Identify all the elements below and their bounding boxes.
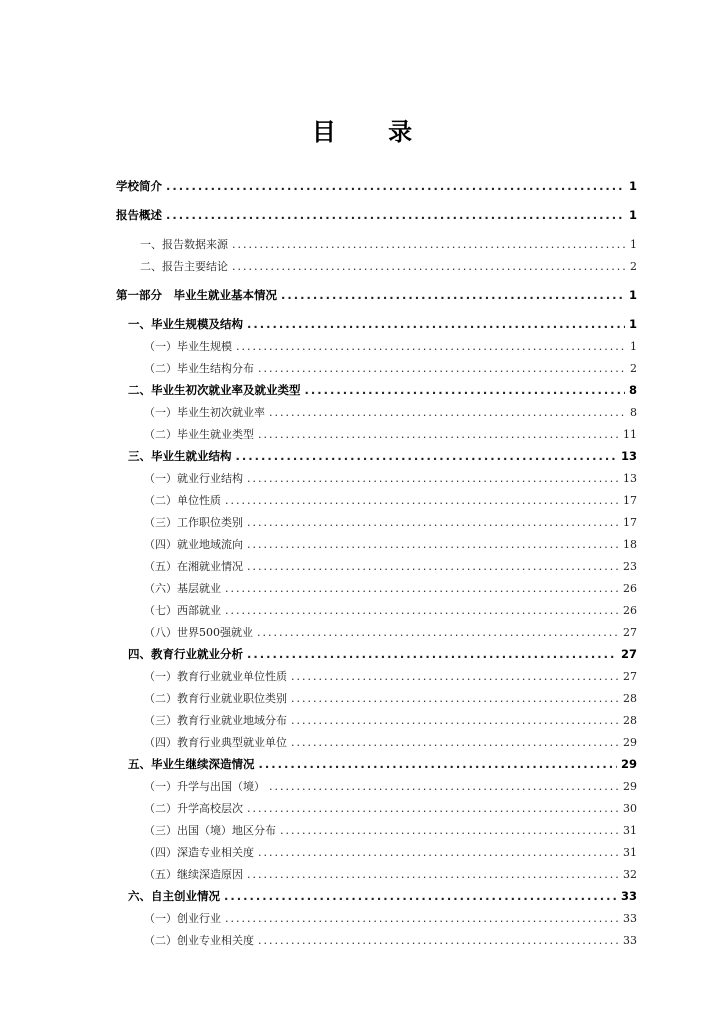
toc-entry[interactable] [128, 756, 637, 772]
toc-dot-leader [291, 714, 619, 727]
toc-entry-label: （二）毕业生结构分布 [144, 362, 254, 375]
toc-page-number: 33 [623, 934, 637, 947]
toc-entry[interactable] [144, 404, 637, 420]
toc-page-number: 31 [623, 824, 637, 837]
toc-page-number: 1 [630, 340, 637, 353]
toc-page-number: 1 [628, 288, 637, 302]
toc-entry-label: 四、教育行业就业分析 [128, 647, 243, 661]
toc-page-number: 33 [623, 912, 637, 925]
toc-page-number: 30 [623, 802, 637, 815]
toc-entry-label: （四）教育行业典型就业单位 [144, 736, 287, 749]
toc-entry[interactable] [144, 668, 637, 684]
toc-entry[interactable] [144, 558, 637, 574]
toc-dot-leader [232, 238, 626, 251]
toc-entry-label: （一）升学与出国（境） [144, 780, 265, 793]
toc-dot-leader [258, 362, 626, 375]
toc-dot-leader [247, 868, 619, 881]
toc-entry-label: （一）毕业生规模 [144, 340, 232, 353]
toc-dot-leader [247, 317, 625, 331]
toc-dot-leader [305, 383, 625, 397]
toc-entry-label: （三）出国（境）地区分布 [144, 824, 276, 837]
toc-entry[interactable] [140, 236, 637, 252]
toc-dot-leader [291, 670, 619, 683]
toc-entry-label: 二、报告主要结论 [140, 260, 228, 273]
toc-dot-leader [247, 538, 619, 551]
toc-page-number: 31 [623, 846, 637, 859]
toc-entry[interactable] [144, 734, 637, 750]
toc-entry[interactable] [116, 287, 637, 303]
toc-page-number: 1 [628, 179, 637, 193]
toc-dot-leader [280, 824, 619, 837]
toc-dot-leader [247, 647, 617, 661]
toc-page-number: 1 [628, 208, 637, 222]
toc-page-number: 26 [623, 604, 637, 617]
toc-dot-leader [236, 340, 626, 353]
toc-dot-leader [225, 582, 619, 595]
toc-page-number: 1 [628, 317, 637, 331]
toc-entry-label: 二、毕业生初次就业率及就业类型 [128, 383, 301, 397]
toc-entry[interactable] [140, 258, 637, 274]
toc-dot-leader [166, 179, 625, 193]
toc-entry[interactable] [144, 932, 637, 948]
toc-page-number: 11 [623, 428, 637, 441]
toc-entry-label: 三、毕业生就业结构 [128, 449, 232, 463]
toc-entry[interactable] [116, 178, 637, 194]
toc-page-number: 13 [623, 472, 637, 485]
toc-entry[interactable] [144, 426, 637, 442]
toc-entry-label: （四）深造专业相关度 [144, 846, 254, 859]
toc-entry-label: （一）就业行业结构 [144, 472, 243, 485]
toc-page-number: 29 [623, 736, 637, 749]
toc-page-number: 23 [623, 560, 637, 573]
toc-page-number: 27 [620, 647, 637, 661]
toc-dot-leader [258, 934, 619, 947]
toc-page-number: 29 [623, 780, 637, 793]
toc-page-number: 33 [620, 889, 637, 903]
toc-dot-leader [247, 516, 619, 529]
toc-dot-leader [166, 208, 625, 222]
toc-entry-label: （八）世界500强就业 [144, 626, 253, 639]
toc-dot-leader [224, 889, 617, 903]
toc-dot-leader [258, 846, 619, 859]
toc-dot-leader [269, 780, 619, 793]
toc-page-number: 32 [623, 868, 637, 881]
toc-entry-label: （一）教育行业就业单位性质 [144, 670, 287, 683]
toc-dot-leader [291, 736, 619, 749]
toc-entry[interactable] [144, 866, 637, 882]
toc-entry-label: 一、毕业生规模及结构 [128, 317, 243, 331]
toc-entry-label: （二）毕业生就业类型 [144, 428, 254, 441]
toc-dot-leader [247, 472, 619, 485]
toc-dot-leader [232, 260, 626, 273]
toc-entry-label: （二）教育行业就业职位类别 [144, 692, 287, 705]
toc-page-number: 27 [623, 626, 637, 639]
toc-page-number: 8 [630, 406, 637, 419]
toc-dot-leader [257, 626, 619, 639]
toc-entry[interactable] [128, 448, 637, 464]
toc-entry[interactable] [144, 712, 637, 728]
toc-entry-label: 一、报告数据来源 [140, 238, 228, 251]
toc-entry-label: （四）就业地域流向 [144, 538, 243, 551]
toc-entry-label: （五）继续深造原因 [144, 868, 243, 881]
toc-entry[interactable] [144, 910, 637, 926]
toc-page-number: 29 [620, 757, 637, 771]
toc-page-number: 1 [630, 238, 637, 251]
toc-entry-label: （一）毕业生初次就业率 [144, 406, 265, 419]
toc-dot-leader [236, 449, 617, 463]
toc-entry-label: （五）在湘就业情况 [144, 560, 243, 573]
toc-entry[interactable] [144, 602, 637, 618]
toc-page-number: 8 [628, 383, 637, 397]
toc-page-number: 13 [620, 449, 637, 463]
toc-entry-label: （六）基层就业 [144, 582, 221, 595]
toc-entry-label: （一）创业行业 [144, 912, 221, 925]
toc-entry-label: （三）工作职位类别 [144, 516, 243, 529]
toc-entry-label: （二）升学高校层次 [144, 802, 243, 815]
toc-entry[interactable] [144, 360, 637, 376]
toc-entry-label: （三）教育行业就业地域分布 [144, 714, 287, 727]
toc-entry[interactable] [144, 338, 637, 354]
toc-entry[interactable] [128, 382, 637, 398]
toc-entry[interactable] [144, 580, 637, 596]
toc-dot-leader [247, 560, 619, 573]
toc-page-number: 2 [630, 260, 637, 273]
toc-page-number: 27 [623, 670, 637, 683]
toc-page-number: 2 [630, 362, 637, 375]
toc-entry[interactable] [128, 646, 637, 662]
toc-entry[interactable] [116, 207, 637, 223]
toc-dot-leader [291, 692, 619, 705]
toc-entry[interactable] [128, 888, 637, 904]
toc-entry[interactable] [128, 316, 637, 332]
toc-page-number: 28 [623, 714, 637, 727]
toc-entry-label: 学校简介 [116, 179, 162, 193]
toc-entry-label: （二）创业专业相关度 [144, 934, 254, 947]
toc-entry-label: 第一部分 毕业生就业基本情况 [116, 288, 277, 302]
toc-entry-label: （七）西部就业 [144, 604, 221, 617]
toc-entry[interactable] [144, 690, 637, 706]
toc-dot-leader [258, 428, 619, 441]
toc-entry[interactable] [144, 536, 637, 552]
toc-entry[interactable] [144, 470, 637, 486]
toc-page-number: 17 [623, 494, 637, 507]
toc-entry[interactable] [144, 492, 637, 508]
toc-entry[interactable] [144, 778, 637, 794]
toc-dot-leader [225, 494, 619, 507]
toc-dot-leader [281, 288, 625, 302]
toc-page-number: 17 [623, 516, 637, 529]
toc-dot-leader [269, 406, 626, 419]
toc-entry[interactable] [144, 800, 637, 816]
toc-dot-leader [247, 802, 619, 815]
toc-entry[interactable] [144, 514, 637, 530]
toc-entry[interactable] [144, 624, 637, 640]
toc-dot-leader [259, 757, 617, 771]
page-title: 目 录 [311, 117, 435, 146]
toc-dot-leader [225, 912, 619, 925]
toc-entry-label: 五、毕业生继续深造情况 [128, 757, 255, 771]
toc-entry[interactable] [144, 844, 637, 860]
toc-entry-label: 六、自主创业情况 [128, 889, 220, 903]
toc-page-number: 28 [623, 692, 637, 705]
toc-page-number: 26 [623, 582, 637, 595]
toc-dot-leader [225, 604, 619, 617]
toc-page-number: 18 [623, 538, 637, 551]
toc-entry-label: 报告概述 [116, 208, 162, 222]
toc-entry[interactable] [144, 822, 637, 838]
toc-entry-label: （二）单位性质 [144, 494, 221, 507]
